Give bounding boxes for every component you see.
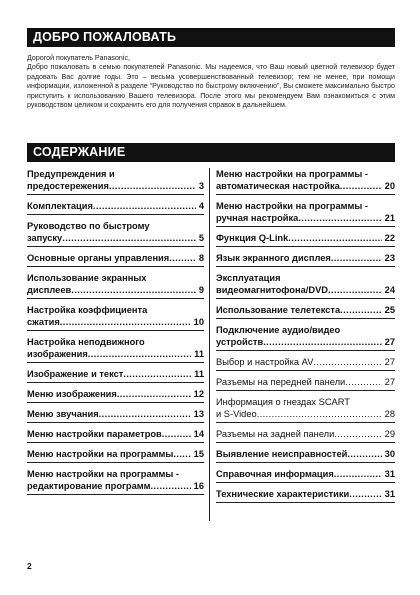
toc-entry [27, 428, 204, 443]
welcome-heading: ДОБРО ПОЖАЛОВАТЬ [27, 28, 395, 47]
toc-entry [27, 448, 204, 463]
toc-entry-title: ручная настройка [216, 213, 299, 223]
toc-entry [216, 324, 395, 351]
toc-entry-title: Меню настройки параметров [27, 429, 162, 439]
toc-leader-dots [62, 232, 196, 244]
toc-leader-dots [340, 180, 382, 192]
toc-page-number: 16 [193, 481, 204, 491]
toc-leader-dots [123, 368, 191, 380]
toc-entry-title: Использование телетекста [216, 305, 341, 315]
toc-leader-dots [60, 316, 191, 328]
toc-entry-title: изображения [27, 349, 88, 359]
toc-entry-title: Меню изображения [27, 389, 117, 399]
toc-entry-title-line: Меню настройки на программы - [216, 169, 369, 179]
toc-entry-title: Выявление неисправностей [216, 449, 348, 459]
toc-page-number: 12 [193, 389, 204, 399]
toc-entry-title: редактирование программ [27, 481, 151, 491]
toc-entry-title: сжатия [27, 317, 60, 327]
toc-entry-title-line: Руководство по быстрому [27, 221, 150, 231]
toc-page-number: 21 [384, 213, 395, 223]
toc-leader-dots [151, 480, 191, 492]
toc-page-number: 27 [384, 377, 395, 387]
toc-leader-dots [340, 304, 382, 316]
toc-leader-dots [71, 284, 196, 296]
toc-leader-dots [334, 428, 381, 440]
toc-entry-title: запуску [27, 233, 63, 243]
toc-entry [216, 272, 395, 299]
contents-heading: СОДЕРЖАНИЕ [27, 143, 395, 162]
toc-entry-title: Справочная информация [216, 469, 334, 479]
toc-right-column [216, 168, 395, 508]
toc-page-number: 14 [193, 429, 204, 439]
toc-entry [27, 368, 204, 383]
toc-entry [27, 220, 204, 247]
toc-entry-title: Разъемы на задней панели [216, 429, 335, 439]
toc-leader-dots [288, 232, 381, 244]
toc-entry-title-line: Меню настройки на программы - [216, 201, 369, 211]
toc-leader-dots [169, 252, 196, 264]
toc-leader-dots [328, 284, 382, 296]
toc-leader-dots [349, 488, 381, 500]
toc-page-number: 22 [384, 233, 395, 243]
toc-leader-dots [347, 448, 381, 460]
welcome-body: Добро пожаловать в семью покупателей Panasonic. Мы надеемся, что Ваш новый цветной телевизор будет радовать Вас долгие годы. Это – весьма усовершенствованный телевизор; тем не менее, при помощи информации, изложенной в разделе “Руководство по быстрому включению”, Вы сможете максимально быстро приступить к использованию Вашего телевизора. После этого мы рекомендуем Вам ознакомиться с этим руководством целиком и сохранить его для получения справок в дальнейшем. [27, 63, 395, 110]
toc-entry [27, 168, 204, 195]
toc-entry [27, 252, 204, 267]
toc-page-number: 25 [384, 305, 395, 315]
toc-page-number: 27 [384, 357, 395, 367]
toc-entry [216, 232, 395, 247]
toc-entry [27, 336, 204, 363]
toc-leader-dots [313, 356, 381, 368]
toc-entry [27, 304, 204, 331]
toc-page-number: 23 [384, 253, 395, 263]
toc-leader-dots [257, 408, 382, 420]
toc-entry [216, 468, 395, 483]
toc-entry [216, 448, 395, 463]
toc-entry-title: Комплектация [27, 201, 93, 211]
toc-leader-dots [88, 348, 191, 360]
toc-entry [216, 200, 395, 227]
toc-entry-title-line: Подключение аудио/видео [216, 325, 341, 335]
toc-entry-title-line: Использование экранных [27, 273, 147, 283]
toc-leader-dots [173, 448, 190, 460]
toc-entry-title: Функция Q-Link [216, 233, 289, 243]
toc-page-number: 4 [198, 201, 204, 211]
toc-left-column [27, 168, 204, 500]
toc-entry-title: Язык экранного дисплея [216, 253, 331, 263]
toc-entry [27, 200, 204, 215]
toc-leader-dots [345, 376, 381, 388]
toc-page-number: 8 [198, 253, 204, 263]
toc-entry [216, 488, 395, 503]
toc-page-number: 29 [384, 429, 395, 439]
toc-entry-title-line: Предупреждения и [27, 169, 115, 179]
toc-entry-title-line: Эксплуатация [216, 273, 281, 283]
toc-leader-dots [298, 212, 381, 224]
toc-entry-title-line: Настройка коэффициента [27, 305, 148, 315]
toc-page-number: 27 [384, 337, 395, 347]
toc-entry-title: Основные органы управления [27, 253, 170, 263]
toc-page-number: 13 [193, 409, 204, 419]
toc-entry [216, 356, 395, 371]
toc-page-number: 5 [198, 233, 204, 243]
toc-leader-dots [109, 180, 196, 192]
page-number: 2 [27, 561, 32, 571]
toc-entry [216, 252, 395, 267]
toc-page-number: 31 [384, 489, 395, 499]
toc-entry-title-line: Настройка неподвижного [27, 337, 145, 347]
toc-page-number: 24 [384, 285, 395, 295]
toc-entry-title: автоматическая настройка [216, 181, 340, 191]
toc-page-number: 31 [384, 469, 395, 479]
toc-page-number: 11 [194, 349, 204, 359]
toc-page-number: 30 [384, 449, 395, 459]
toc-leader-dots [334, 468, 382, 480]
toc-page-number: 20 [384, 181, 395, 191]
toc-entry [27, 408, 204, 423]
toc-page-number: 3 [198, 181, 204, 191]
toc-leader-dots [93, 200, 196, 212]
toc-page-number: 15 [193, 449, 204, 459]
toc-entry [216, 304, 395, 319]
toc-page-number: 10 [193, 317, 204, 327]
toc-entry [216, 428, 395, 443]
welcome-text [27, 54, 395, 110]
toc-entry [27, 388, 204, 403]
toc-entry-title: дисплеев [27, 285, 72, 295]
toc-entry [216, 168, 395, 195]
welcome-greeting: Дорогой покупатель Panasonic, [27, 54, 130, 62]
toc-entry-title: и S-Video [216, 409, 257, 419]
toc-entry-title: Технические характеристики [216, 489, 350, 499]
toc-leader-dots [162, 428, 191, 440]
toc-entry-title: устройств [216, 337, 264, 347]
toc-entry [216, 376, 395, 391]
toc-entry [27, 272, 204, 299]
toc-leader-dots [263, 336, 381, 348]
toc-entry-title: Меню настройки на программы [27, 449, 174, 459]
toc-entry-title: Разъемы на передней панели [216, 377, 346, 387]
toc-entry [216, 396, 395, 423]
toc-entry-title-line: Информация о гнездах SCART [216, 397, 350, 407]
toc-page-number: 28 [384, 409, 395, 419]
toc-leader-dots [117, 388, 191, 400]
toc-entry-title: Изображение и текст [27, 369, 124, 379]
toc-entry-title: Меню звучания [27, 409, 99, 419]
toc-leader-dots [331, 252, 382, 264]
toc-entry [27, 468, 204, 495]
toc-page-number: 9 [198, 285, 204, 295]
toc-page-number: 11 [194, 369, 204, 379]
toc-entry-title: видеомагнитофона/DVD [216, 285, 328, 295]
toc-entry-title: Выбор и настройка AV [216, 357, 314, 367]
toc-entry-title-line: Меню настройки на программы - [27, 469, 180, 479]
column-divider [209, 168, 210, 521]
toc-leader-dots [99, 408, 191, 420]
toc-entry-title: предостережения [27, 181, 109, 191]
